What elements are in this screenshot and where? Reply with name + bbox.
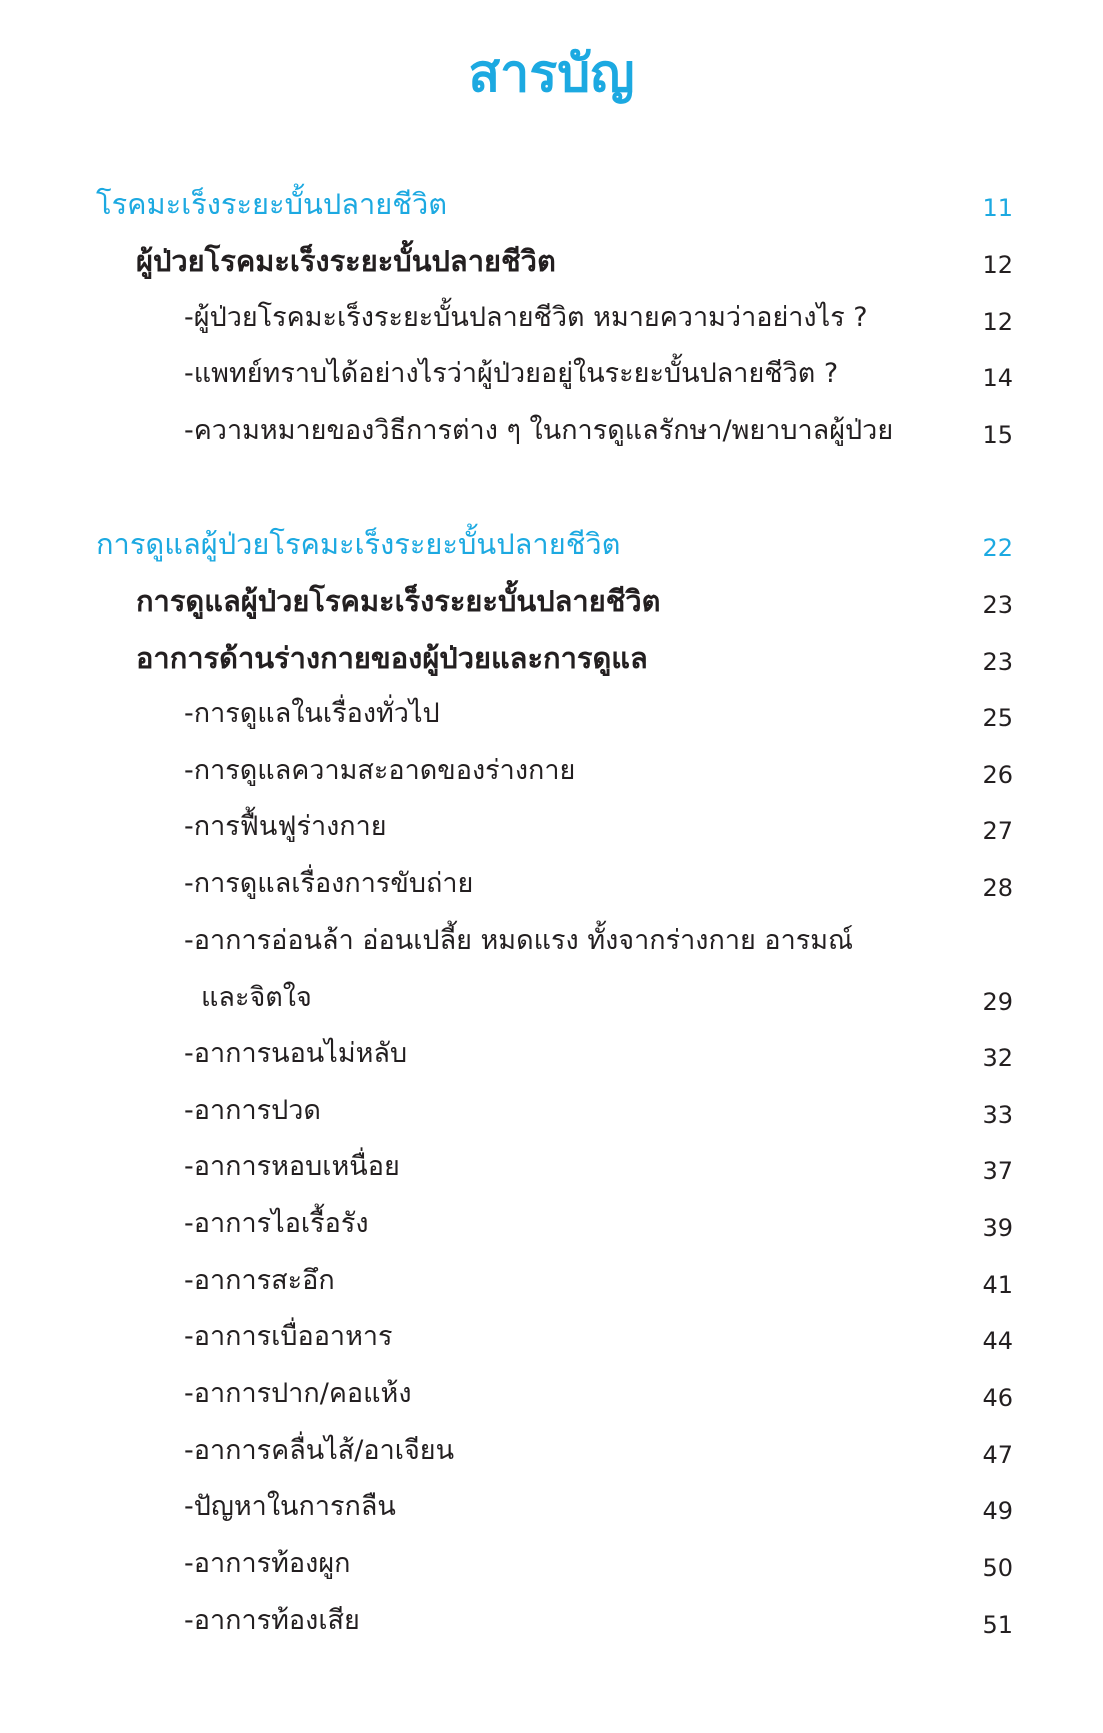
toc-section[interactable] <box>0 527 1103 580</box>
toc-entry[interactable] <box>0 1380 1103 1430</box>
toc-entry[interactable] <box>0 700 1103 750</box>
toc-page-number: 49 <box>982 1497 1013 1525</box>
toc-entry-title: -อาการหอบเหนื่อย <box>184 1151 400 1182</box>
toc-section-title: โรคมะเร็งระยะบั้นปลายชีวิต <box>96 187 448 221</box>
toc-entry[interactable] <box>0 870 1103 920</box>
toc-section-title: การดูแลผู้ป่วยโรคมะเร็งระยะบั้นปลายชีวิต <box>96 527 621 561</box>
toc-entry[interactable] <box>0 360 1103 410</box>
toc-entry-title: อาการด้านร่างกายของผู้ป่วยและการดูแล <box>136 641 648 675</box>
toc-page-number: 28 <box>982 874 1013 902</box>
toc-entry-title: -อาการนอนไม่หลับ <box>184 1038 408 1069</box>
toc-entry[interactable] <box>0 1437 1103 1487</box>
toc-entry-title: -อาการเบื่ออาหาร <box>184 1321 393 1352</box>
toc-page-number: 44 <box>982 1327 1013 1355</box>
toc-page-number: 11 <box>982 194 1013 222</box>
toc-entry-title: -ผู้ป่วยโรคมะเร็งระยะบั้นปลายชีวิต หมายความว่าอย่างไร ? <box>184 302 868 333</box>
toc-entry[interactable] <box>0 1040 1103 1090</box>
toc-entry-title: -อาการไอเรื้อรัง <box>184 1208 369 1239</box>
toc-entry[interactable] <box>0 1267 1103 1317</box>
toc-entry[interactable] <box>0 304 1103 354</box>
toc-entry-continuation[interactable] <box>0 984 1103 1034</box>
toc-entry[interactable] <box>0 1550 1103 1600</box>
toc-entry-title: -การฟื้นฟูร่างกาย <box>184 811 387 842</box>
toc-entry-title: -การดูแลเรื่องการขับถ่าย <box>184 868 474 899</box>
toc-page-number: 26 <box>982 761 1013 789</box>
toc-page-number: 12 <box>982 308 1013 336</box>
toc-page-number: 50 <box>982 1554 1013 1582</box>
toc-page-number: 12 <box>982 251 1013 279</box>
toc-entry-title: -อาการท้องเสีย <box>184 1605 360 1636</box>
toc-page-number: 22 <box>982 534 1013 562</box>
toc-entry-title: -แพทย์ทราบได้อย่างไรว่าผู้ป่วยอยู่ในระยะบั้นปลายชีวิต ? <box>184 358 839 389</box>
toc-entry[interactable] <box>0 927 1103 977</box>
toc-entry-title: การดูแลผู้ป่วยโรคมะเร็งระยะบั้นปลายชีวิต <box>136 584 661 618</box>
toc-entry[interactable] <box>0 417 1103 467</box>
toc-page-number: 15 <box>982 421 1013 449</box>
toc-entry[interactable] <box>0 1097 1103 1147</box>
page-title: สารบัญ <box>468 44 635 104</box>
toc-page-number: 46 <box>982 1384 1013 1412</box>
toc-entry[interactable] <box>0 813 1103 863</box>
toc-entry-title: -อาการคลื่นไส้/อาเจียน <box>184 1435 455 1466</box>
toc-page-number: 32 <box>982 1044 1013 1072</box>
toc-entry[interactable] <box>0 1153 1103 1203</box>
toc-entry-title: -ความหมายของวิธีการต่าง ๆ ในการดูแลรักษา/พยาบาลผู้ป่วย <box>184 415 894 446</box>
toc-entry-title: -การดูแลในเรื่องทั่วไป <box>184 698 440 729</box>
toc-entry[interactable] <box>0 1493 1103 1543</box>
toc-entry[interactable] <box>0 244 1103 297</box>
toc-page-number: 25 <box>982 704 1013 732</box>
toc-page-number: 23 <box>982 648 1013 676</box>
toc-page-number: 23 <box>982 591 1013 619</box>
toc-page-number: 37 <box>982 1157 1013 1185</box>
toc-page-number: 27 <box>982 817 1013 845</box>
toc-entry-title: -อาการปาก/คอแห้ง <box>184 1378 412 1409</box>
toc-entry-title: -การดูแลความสะอาดของร่างกาย <box>184 755 576 786</box>
toc-page-number: 47 <box>982 1441 1013 1469</box>
toc-section[interactable] <box>0 187 1103 240</box>
toc-entry[interactable] <box>0 1323 1103 1373</box>
toc-entry[interactable] <box>0 584 1103 637</box>
toc-entry-title: ผู้ป่วยโรคมะเร็งระยะบั้นปลายชีวิต <box>136 244 556 278</box>
toc-entry-title: -อาการปวด <box>184 1095 321 1126</box>
toc-entry-title: -อาการสะอึก <box>184 1265 335 1296</box>
toc-entry-title: -ปัญหาในการกลืน <box>184 1491 396 1522</box>
toc-entry-title: -อาการอ่อนล้า อ่อนเปลี้ย หมดแรง ทั้งจากร่างกาย อารมณ์ <box>184 925 854 956</box>
toc-entry-title: และจิตใจ <box>201 982 312 1013</box>
toc-page-number: 41 <box>982 1271 1013 1299</box>
toc-page-number: 33 <box>982 1101 1013 1129</box>
toc-page-number: 29 <box>982 988 1013 1016</box>
toc-page-number: 14 <box>982 364 1013 392</box>
toc-entry[interactable] <box>0 1210 1103 1260</box>
toc-page-number: 39 <box>982 1214 1013 1242</box>
toc-entry-title: -อาการท้องผูก <box>184 1548 351 1579</box>
toc-entry[interactable] <box>0 1607 1103 1657</box>
toc-entry[interactable] <box>0 757 1103 807</box>
toc-page-number: 51 <box>982 1611 1013 1639</box>
toc-entry[interactable] <box>0 641 1103 694</box>
